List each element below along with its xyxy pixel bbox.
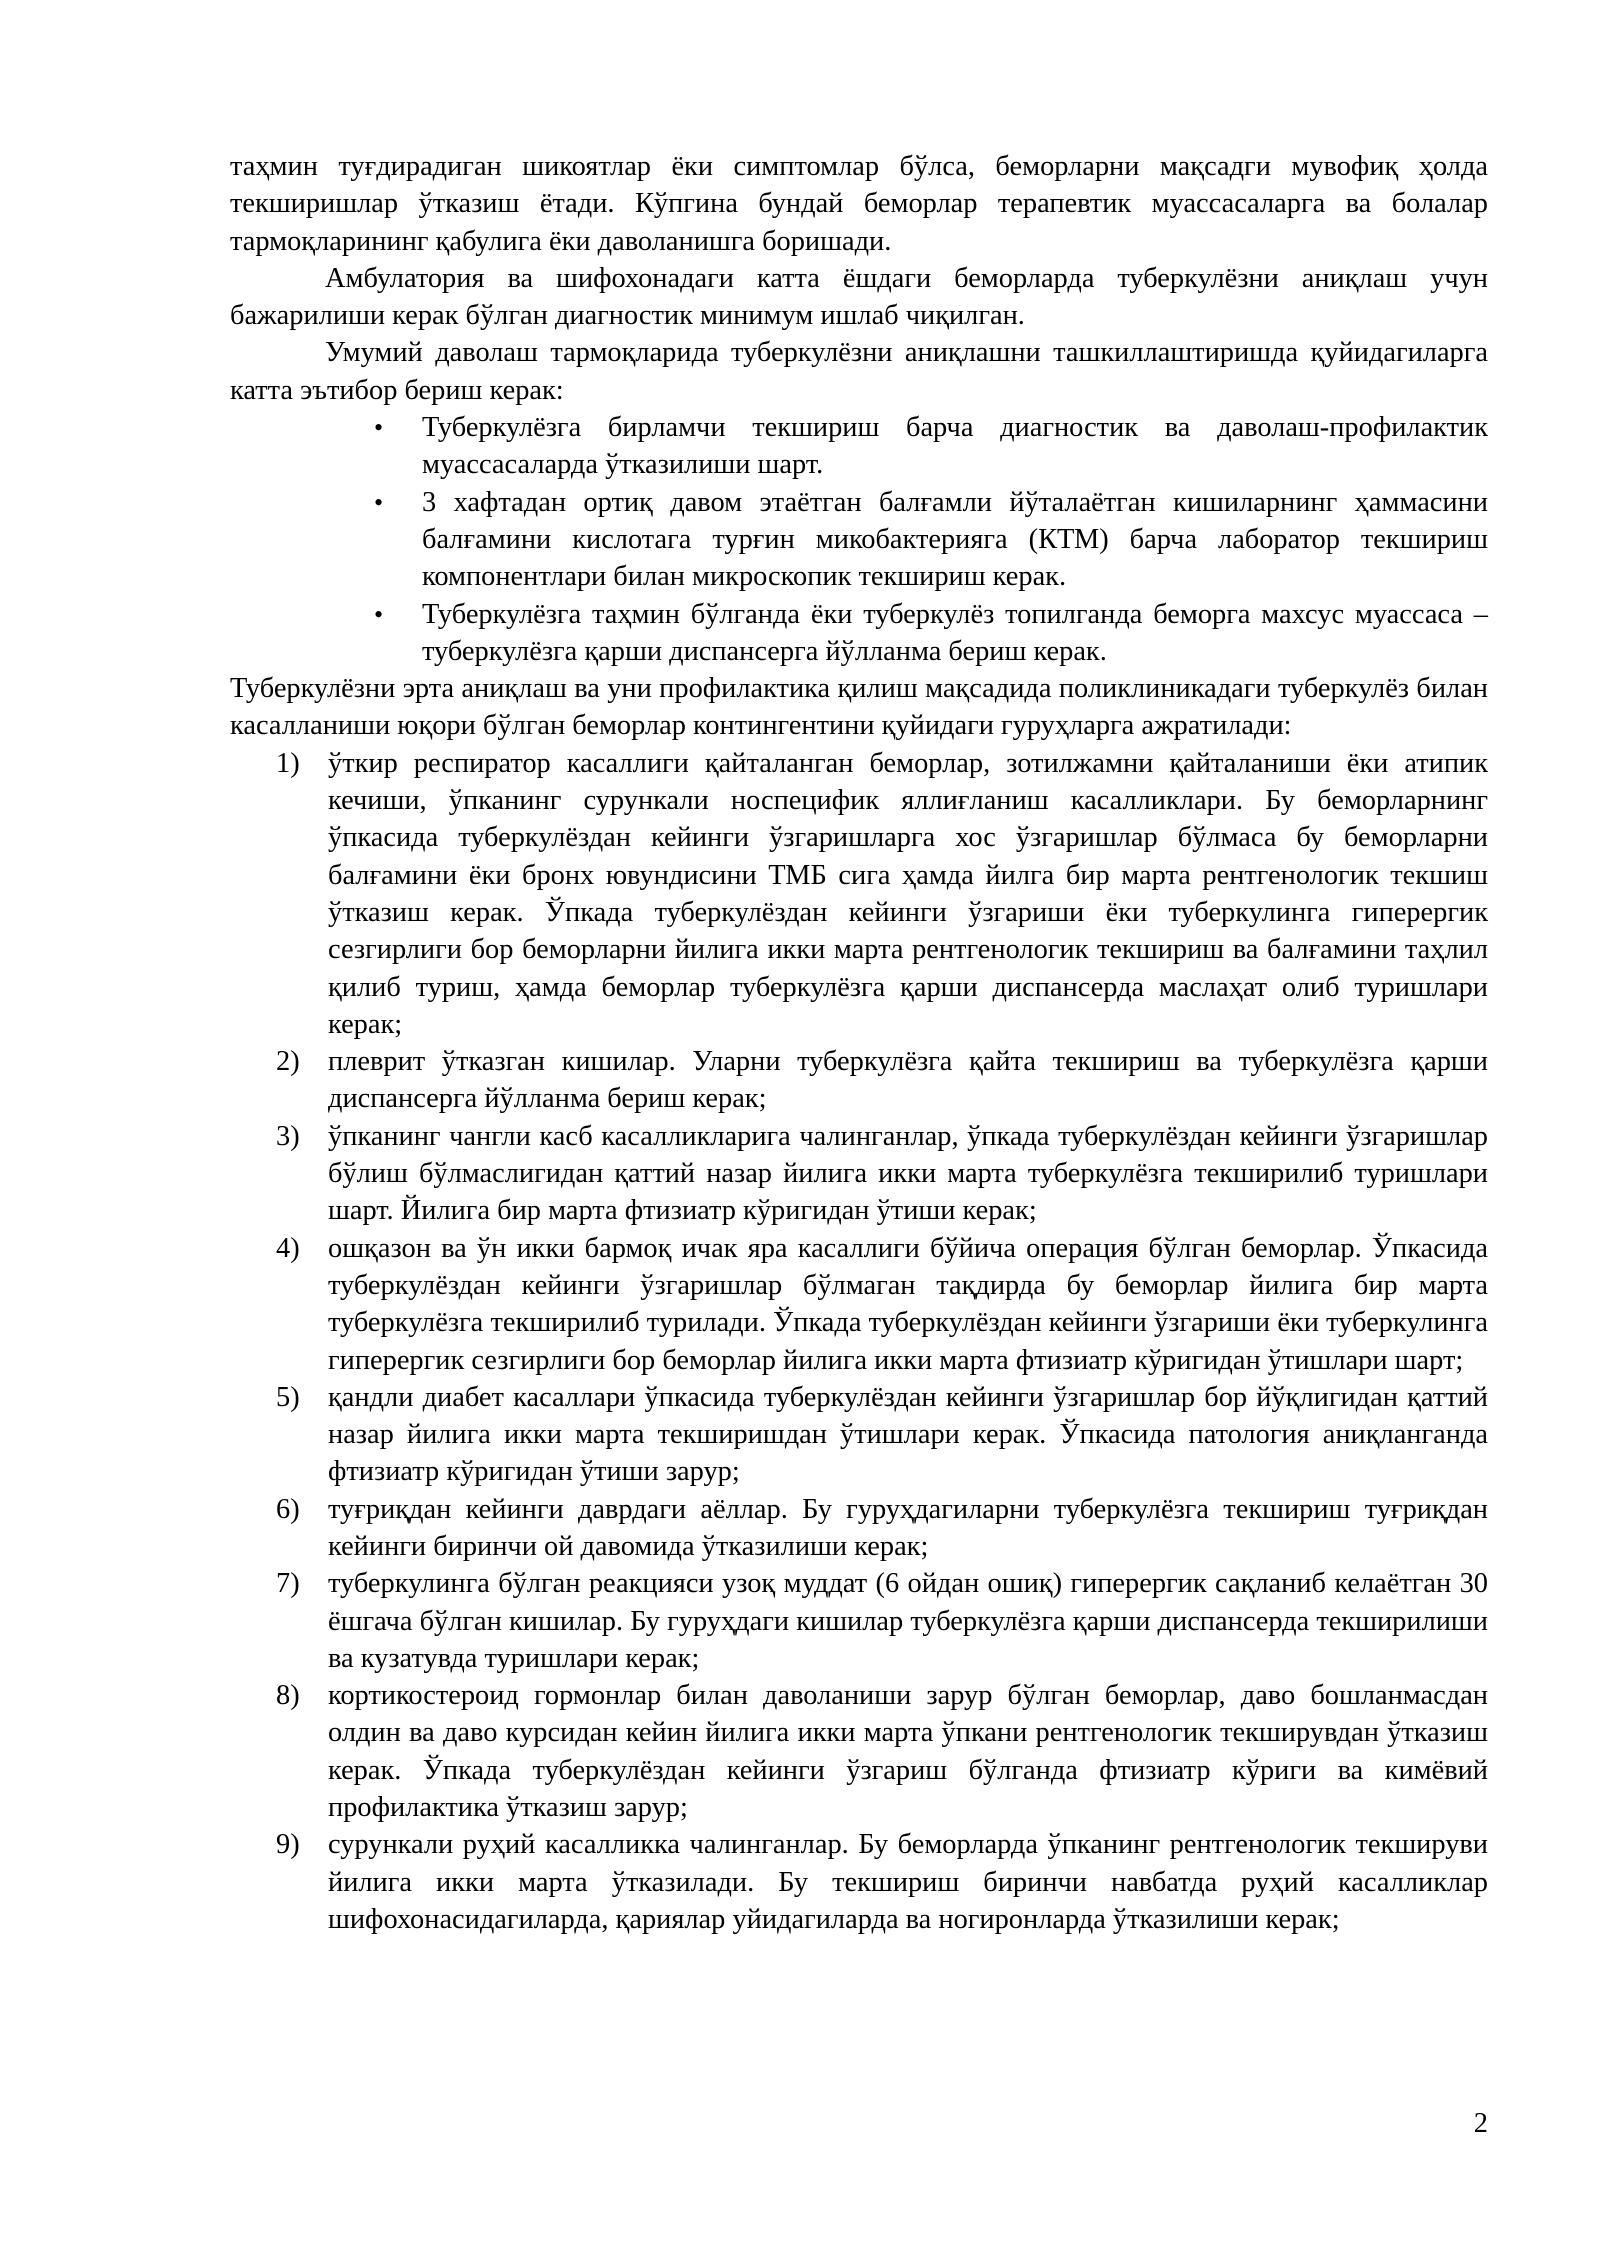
bullet-text: Туберкулёзга бирламчи текшириш барча диагностик ва даволаш-профилактик муассасаларда ўтказилиши шарт. [422,412,1488,481]
list-text: туғриқдан кейинги даврдаги аёллар. Бу гуруҳдагиларни туберкулёзга текшириш туғриқдан кейинги биринчи ой давомида ўтказилиши керак; [328,1493,1488,1562]
list-item [276,745,1488,1043]
list-number: 5) [276,1381,300,1413]
groups-list [230,745,1488,1939]
list-item [276,1043,1488,1118]
bullet-icon: • [374,413,384,443]
bullet-text: Туберкулёзга таҳмин бўлганда ёки туберкулёз топилганда беморга махсус муассаса – туберкулёзга қарши диспансерга йўлланма бериш керак. [422,598,1488,667]
list-item [276,1491,1488,1566]
bullet-list [230,409,1488,670]
list-number: 9) [276,1829,300,1861]
list-number: 1) [276,747,300,779]
bullet-text: 3 хафтадан ортиқ давом этаётган балғамли йўталаётган кишиларнинг ҳаммасини балғамини кислотага турғин микобактерияга (КТМ) барча лаборатор текшириш компонентлари билан микроскопик текшириш керак. [422,486,1488,593]
list-item [276,1379,1488,1491]
document-page [230,148,1488,1938]
list-number: 7) [276,1568,300,1600]
list-number: 6) [276,1493,300,1525]
list-text: плеврит ўтказган кишилар. Уларни туберкулёзга қайта текшириш ва туберкулёзга қарши диспансерга йўлланма бериш керак; [328,1046,1488,1115]
list-number: 2) [276,1046,300,1078]
list-number: 3) [276,1120,300,1152]
list-number: 8) [276,1680,300,1712]
list-text: кортикостероид гормонлар билан даволаниши зарур бўлган беморлар, даво бошланмасдан олдин ва даво курсидан кейин йилига икки марта ўпкани рентгенологик текширувдан ўтказиш керак. Ўпкада туберкулёздан кейинги ўзгариш бўлганда фтизиатр кўриги ва кимёвий профилактика ўтказиш зарур; [328,1680,1488,1824]
paragraph-diagnostic-minimum: Амбулатория ва шифохонадаги катта ёшдаги беморларда туберкулёзни аниқлаш учун бажарилиши керак бўлган диагностик минимум ишлаб чиқилган. [230,262,1488,332]
bullet-icon: • [374,599,384,629]
list-text: ошқазон ва ўн икки бармоқ ичак яра касаллиги бўйича операция бўлган беморлар. Ўпкасида туберкулёздан кейинги ўзгаришлар бўлмаган тақдирда бу беморлар йилига бир марта туберкулёзга текширилиб турилади. Ўпкада туберкулёздан кейинги ўзгариши ёки туберкулинга гиперергик сезгирлиги бор беморлар йилига икки марта фтизиатр кўригидан ўтишлари шарт; [328,1232,1488,1376]
paragraph-continuation: таҳмин туғдирадиган шикоятлар ёки симптомлар бўлса, беморларни мақсадги мувофиқ ҳолда текширишлар ўтказиш ётади. Кўпгина бундай беморлар терапевтик муассасаларга ва болалар тармоқларининг қабулига ёки даволанишга боришади. [230,151,1488,257]
list-item [276,1230,1488,1379]
paragraph-general-network: Умумий даволаш тармоқларида туберкулёзни аниқлашни ташкиллаштиришда қуйидагиларга катта эътибор бериш керак: [230,337,1488,406]
bullet-item [374,596,1488,671]
bullet-item [374,484,1488,596]
page-number: 2 [1473,2108,1488,2139]
list-text: ўткир респиратор касаллиги қайталанган беморлар, зотилжамни қайталаниши ёки атипик кечиши, ўпканинг сурункали носпецифик яллиғланиш касалликлари. Бу беморларнинг ўпкасида туберкулёздан кейинги ўзгаришларга хос ўзгаришлар бўлмаса бу беморларни балғамини ёки бронх ювундисини ТМБ сига ҳамда йилга бир марта рентгенологик текшиш ўтказиш керак. Ўпкада туберкулёздан кейинги ўзгариши ёки туберкулинга гиперергик сезгирлиги бор беморларни йилига икки марта рентгенологик текшириш ва балғамини таҳлил қилиб туриш, ҳамда беморлар туберкулёзга қарши диспансерда маслаҳат олиб туришлари керак; [328,747,1488,1040]
list-item [276,1677,1488,1826]
list-text: ўпканинг чангли касб касалликларига чалинганлар, ўпкада туберкулёздан кейинги ўзгаришлар бўлиш бўлмаслигидан қаттий назар йилига икки марта туберкулёзга текширилиб туришлари шарт. Йилига бир марта фтизиатр кўригидан ўтиши керак; [328,1120,1488,1227]
list-item [276,1565,1488,1677]
list-text: қандли диабет касаллари ўпкасида туберкулёздан кейинги ўзгаришлар бор йўқлигидан қаттий назар йилига икки марта текширишдан ўтишлари керак. Ўпкасида патология аниқланганда фтизиатр кўригидан ўтиши зарур; [328,1381,1488,1488]
list-text: туберкулинга бўлган реакцияси узоқ муддат (6 ойдан ошиқ) гиперергик сақланиб келаётган 30 ёшгача бўлган кишилар. Бу гуруҳдаги кишилар туберкулёзга қарши диспансерда текширилиши ва кузатувда туришлари керак; [328,1568,1488,1674]
paragraph-groups-intro: Туберкулёзни эрта аниқлаш ва уни профилактика қилиш мақсадида поликлиникадаги туберкулёз билан касалланиши юқори бўлган беморлар контингентини қуйидаги гуруҳларга ажратилади: [230,673,1488,742]
list-item [276,1826,1488,1938]
bullet-icon: • [374,487,384,517]
list-number: 4) [276,1232,300,1264]
list-text: сурункали руҳий касалликка чалинганлар. Бу беморларда ўпканинг рентгенологик текшируви йилига икки марта ўтказилади. Бу текшириш биринчи навбатда руҳий касалликлар шифохонасидагиларда, қариялар уйидагиларда ва ногиронларда ўтказилиши керак; [328,1829,1488,1935]
list-item [276,1118,1488,1230]
bullet-item [374,409,1488,484]
